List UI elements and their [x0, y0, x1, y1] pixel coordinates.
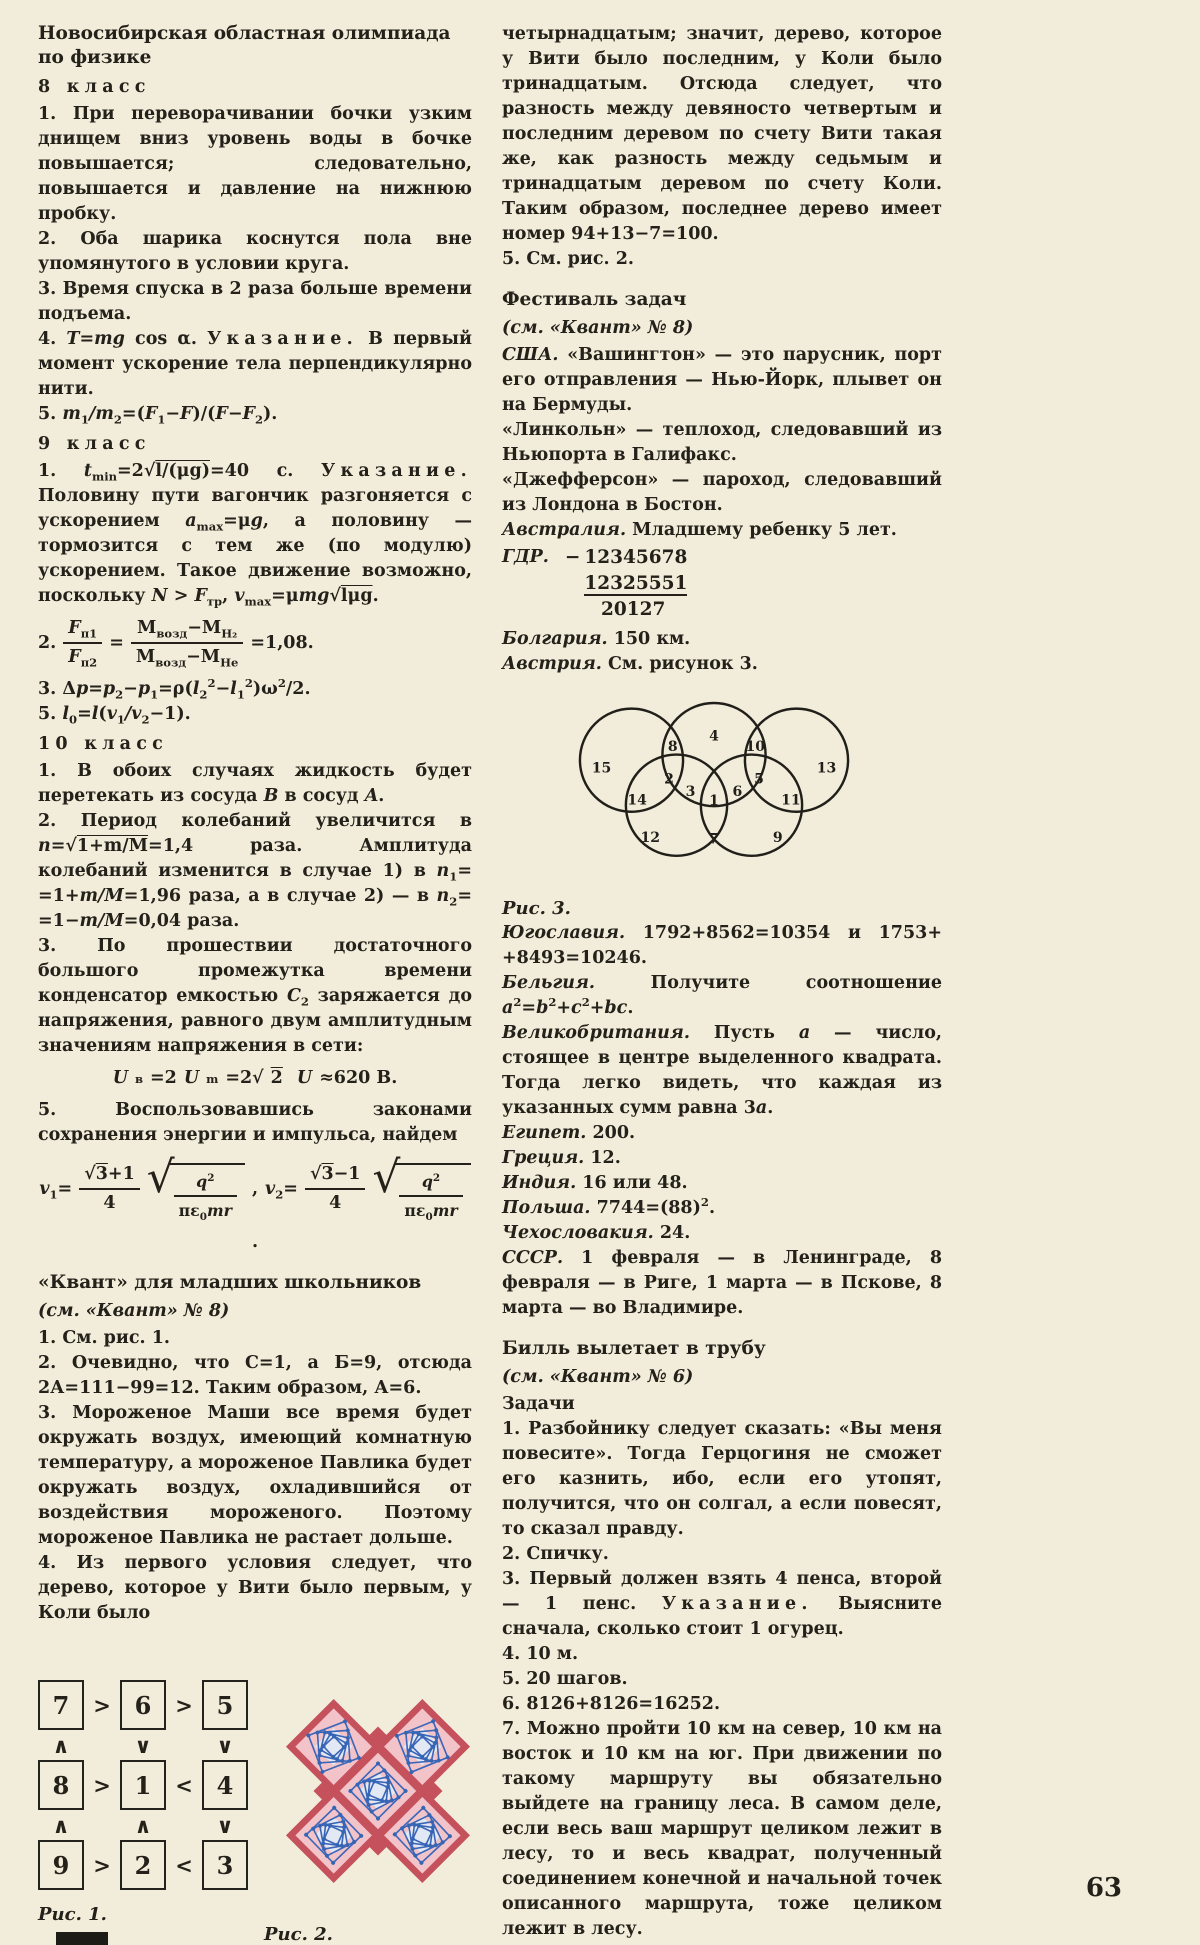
figures-row — [38, 1680, 472, 1945]
fraction-denominator: $\pi\varepsilon_0mr$ — [178, 1201, 232, 1224]
fig1-sign: < — [175, 1852, 193, 1878]
radical — [146, 1152, 245, 1224]
task-answer-7: 7. Можно пройти 10 км на север, 10 км на восток и 10 км на юг. При движении по такому маршруту вы обязательно выйдете на границу леса. В самом деле, если весь ваш маршрут целиком лежит в лесу, то и весь квадрат, полученный соединением конечной и начальной точек описанного маршрута, тоже целиком лежит в лесу. — [502, 1719, 942, 1939]
scan-artifact — [56, 1932, 108, 1945]
task-answer-2: 2. Спичку. — [502, 1544, 609, 1564]
answer-10-3: 3. По прошествии достаточного большого промежутка времени конденсатор емкостью $C_2$ заряжается до напряжения, равного двум амплитудным значениям напряжения в сети: — [38, 936, 472, 1056]
fraction-denominator: 4 — [329, 1193, 342, 1213]
fig3-number: 1 — [709, 793, 719, 810]
answer-gdr — [502, 545, 942, 623]
radical-sign: √ — [372, 1152, 401, 1203]
fig1-sign: > — [175, 1692, 193, 1718]
answer-yugoslavia: Югославия. 1792+8562=10354 и 1753+ +8493=10246. — [502, 923, 942, 968]
answer-india: Индия. 16 или 48. — [502, 1173, 688, 1193]
equals-sign: = — [109, 632, 124, 653]
see-reference: (см. «Квант» № 8) — [38, 1301, 230, 1321]
minus-sign: − — [564, 547, 581, 568]
figure-1-grid — [38, 1680, 248, 1890]
answer-australia: Австралия. Младшему ребенку 5 лет. — [502, 520, 897, 540]
answer-10-5: 5. Воспользовавшись законами сохранения энергии и импульса, найдем — [38, 1100, 472, 1145]
figure-3-caption: Рис. 3. — [502, 898, 571, 919]
answer-czechoslovakia: Чехословакия. 24. — [502, 1223, 691, 1243]
fig1-cell: 3 — [202, 1840, 248, 1890]
see-reference: (см. «Квант» № 8) — [502, 318, 694, 338]
tasks-heading: Задачи — [502, 1394, 575, 1414]
fig3-number: 5 — [754, 771, 764, 788]
fraction-numerator: $М_{возд}-М_{Н_2}$ — [131, 616, 243, 644]
radical — [372, 1152, 470, 1224]
task-answer-5: 5. 20 шагов. — [502, 1669, 628, 1689]
left-column — [38, 22, 472, 1945]
fraction — [79, 1162, 140, 1216]
kvant-answer-1: 1. См. рис. 1. — [38, 1328, 171, 1348]
fig3-number: 14 — [627, 792, 647, 809]
fig1-sign: < — [175, 1772, 193, 1798]
comma: , — [251, 1178, 259, 1199]
velocity-formula — [38, 1152, 472, 1255]
fraction-numerator: √3−1 — [305, 1162, 366, 1190]
fraction — [399, 1169, 462, 1223]
task-answer-3: 3. Первый должен взять 4 пенса, второй — 1 пенс. Указание. Выясните сначала, сколько стоит 1 огурец. — [502, 1569, 942, 1639]
fig3-number: 9 — [772, 829, 783, 846]
fig3-number: 2 — [664, 771, 674, 788]
figure-1-caption: Рис. 1. — [38, 1904, 107, 1925]
answer-8-1: 1. При переворачивании бочки узким днищем вниз уровень воды в бочке повышается; следовательно, повышается и давление на нижнюю пробку. — [38, 104, 472, 224]
fig3-number: 4 — [709, 728, 719, 745]
kvant-answer-5: 5. См. рис. 2. — [502, 249, 635, 269]
fig3-number: 12 — [640, 829, 661, 846]
answer-10-2: 2. Период колебаний увеличится в n=√1+m/M=1,4 раза. Амплитуда колебаний изменится в случае 1) в $n_1= =1+m/M=1,96$ раза, а в случае 2) — в $n_2= =1-m/M=0,04$ раза. — [38, 811, 472, 931]
fig1-cell: 5 — [202, 1680, 248, 1730]
radical-sign: √ — [146, 1152, 175, 1203]
answer-egypt: Египет. 200. — [502, 1123, 636, 1143]
answer-usa-lincoln: «Линкольн» — теплоход, следовавший из Ньюпорта в Галифакс. — [502, 420, 942, 465]
figure-3-circles-diagram — [564, 687, 864, 884]
answer-usa: США. «Вашингтон» — это парусник, порт его отправления — Нью-Йорк, плывет он на Бермуды. — [502, 345, 942, 415]
page-number: 63 — [1085, 1873, 1122, 1903]
answer-uk: Великобритания. Пусть a — число, стоящее в центре выделенного квадрата. Тогда легко видеть, что каждая из указанных сумм равна 3a. — [502, 1023, 942, 1118]
minuend-row — [565, 545, 688, 571]
fig3-number: 15 — [591, 760, 612, 777]
kvant-answer-4-continuation: четырнадцатым; значит, дерево, которое у Вити было последним, у Коли было тринадцатым. Отсюда следует, что разность между девяносто четвертым и последним деревом по счету Вити такая же, как разность между седьмым и тринадцатым деревом по счету Коли. Таким образом, последнее дерево имеет номер 94+13−7=100. — [502, 24, 942, 244]
answer-8-2: 2. Оба шарика коснутся пола вне упомянутого в условии круга. — [38, 229, 472, 274]
fig3-number: 10 — [745, 738, 766, 755]
answer-belgium: Бельгия. Получите соотношение $a^2=b^2+c^2+bc$. — [502, 973, 942, 1018]
kvant-answer-3: 3. Мороженое Маши все время будет окружать воздух, имеющий комнатную температуру, а мороженое Павлика будет окружать воздух, охладившийся от воздействия мороженого. Поэтому мороженое Павлика не растает дольше. — [38, 1403, 472, 1548]
fraction-numerator: $q^2$ — [174, 1169, 237, 1197]
right-column — [502, 22, 942, 1945]
answer-10-1: 1. В обоих случаях жидкость будет перетекать из сосуда B в сосуд A. — [38, 761, 472, 806]
period: . — [251, 1232, 259, 1252]
answer-austria: Австрия. См. рисунок 3. — [502, 654, 758, 674]
fraction — [305, 1162, 366, 1216]
answer-9-2-formula — [38, 616, 472, 670]
figure-3 — [564, 687, 942, 892]
fraction — [131, 616, 243, 670]
fraction-denominator: $М_{возд}-М_{Не}$ — [135, 647, 239, 670]
bill-title: Билль вылетает в трубу — [502, 1338, 766, 1359]
fig1-sign: ∨ — [134, 1732, 152, 1758]
figure-1 — [38, 1680, 248, 1927]
answer-poland: Польша. $7744=(88)^2$. — [502, 1195, 716, 1218]
subtrahend-row — [565, 571, 688, 597]
answer-greece: Греция. 12. — [502, 1148, 621, 1168]
fig1-sign: > — [93, 1852, 111, 1878]
fig3-number: 7 — [709, 831, 719, 848]
voltage-formula: U в =2 U m =2√ 2 U ≈620 В. — [112, 1068, 398, 1088]
radicand — [170, 1163, 245, 1223]
see-reference: (см. «Квант» № 6) — [502, 1367, 694, 1387]
figure-2-caption: Рис. 2. — [264, 1924, 333, 1945]
fig3-number: 11 — [781, 792, 801, 809]
answer-8-3: 3. Время спуска в 2 раза больше времени подъема. — [38, 279, 472, 324]
answer-bulgaria: Болгария. 150 км. — [502, 629, 691, 649]
fig1-cell: 2 — [120, 1840, 166, 1890]
grade-8-heading: 8 класс — [38, 77, 151, 97]
answer-9-3: 3. $\Delta p=p_2-p_1=\rho(l_2^2-l_1^2)\omega^2/2$. — [38, 676, 311, 702]
kvant-answer-2: 2. Очевидно, что С=1, а Б=9, отсюда 2А=111−99=12. Таким образом, А=6. — [38, 1353, 472, 1398]
fig3-number: 8 — [667, 738, 678, 755]
formula-item-number: 2. — [38, 632, 57, 653]
formula-result: =1,08. — [250, 632, 314, 653]
answer-usa-jefferson: «Джефферсон» — пароход, следовавший из Лондона в Бостон. — [502, 470, 942, 515]
fig1-cell: 7 — [38, 1680, 84, 1730]
task-answer-6: 6. 8126+8126=16252. — [502, 1694, 721, 1714]
fraction — [174, 1169, 237, 1223]
answer-9-1: 1. $t_{min}=2√l/(\mu g)=40$ с. Указание. Половину пути вагончик разгоняется с ускорением $a_{max}=\mu g$, а половину — тормозится с тем же (по модулю) ускорением. Такое движение возможно, поскольку $N > F_{тр}$, $v_{max}=\mu mg√l\mu g$. — [38, 461, 472, 609]
kvant-answer-4: 4. Из первого условия следует, что дерево, которое у Вити было первым, у Коли было — [38, 1553, 472, 1623]
olympiad-title: Новосибирская областная олимпиада по физике — [38, 23, 451, 68]
grade-9-heading: 9 класс — [38, 434, 151, 454]
kvant-younger-title: «Квант» для младших школьников — [38, 1272, 422, 1293]
festival-title: Фестиваль задач — [502, 289, 687, 310]
fig1-cell: 8 — [38, 1760, 84, 1810]
answer-8-5: 5. $m_1/m_2=(F_1-F)/(F-F_2)$. — [38, 404, 278, 427]
fraction — [63, 616, 102, 670]
fraction-numerator: √3+1 — [79, 1162, 140, 1190]
subtrahend: 12325551 — [584, 573, 688, 594]
fig1-sign: ∧ — [52, 1812, 70, 1838]
fig1-cell: 1 — [120, 1760, 166, 1810]
v1-lhs: $v_1=$ — [39, 1178, 73, 1201]
answer-ussr: СССР. 1 февраля — в Ленинграде, 8 февраля — в Риге, 1 марта — в Пскове, 8 марта — во Владимире. — [502, 1248, 942, 1318]
fig1-sign: ∨ — [216, 1812, 234, 1838]
task-answer-1: 1. Разбойнику следует сказать: «Вы меня повесите». Тогда Герцогиня не сможет его казнить, ибо, если его утопят, получится, что он солгал, а если повесят, то сказал правду. — [502, 1419, 942, 1539]
fraction-numerator: $q^2$ — [399, 1169, 462, 1197]
fig3-number: 3 — [685, 783, 696, 800]
fig3-number: 6 — [732, 783, 743, 800]
fig3-number: 13 — [816, 760, 837, 777]
fig1-cell: 9 — [38, 1840, 84, 1890]
fraction-denominator: 4 — [103, 1193, 116, 1213]
difference: 20127 — [601, 599, 666, 620]
grade-10-heading: 10 класс — [38, 734, 169, 754]
fig1-sign: ∧ — [52, 1732, 70, 1758]
fig1-sign: ∨ — [216, 1732, 234, 1758]
answer-8-4: 4. T=mg cos α. Указание. В первый момент ускорение тела перпендикулярно нити. — [38, 329, 472, 399]
fig1-cell: 6 — [120, 1680, 166, 1730]
fraction-denominator: $F_{п2}$ — [68, 647, 98, 670]
radicand — [395, 1163, 470, 1223]
fig1-sign: > — [93, 1692, 111, 1718]
v2-lhs: $v_2=$ — [265, 1178, 298, 1201]
country-label: ГДР. — [502, 547, 549, 567]
minuend: 12345678 — [584, 547, 688, 568]
figure-2-quilt-image — [264, 1680, 492, 1902]
fig1-cell: 4 — [202, 1760, 248, 1810]
gdr-subtraction-stack — [565, 545, 688, 623]
fig1-sign: > — [93, 1772, 111, 1798]
answer-9-5: 5. $l_0=l(v_1/v_2-1)$. — [38, 704, 191, 727]
task-answer-4: 4. 10 м. — [502, 1644, 579, 1664]
fraction-numerator: $F_{п1}$ — [63, 616, 102, 644]
fraction-denominator: $\pi\varepsilon_0mr$ — [404, 1201, 458, 1224]
fig1-sign: ∧ — [134, 1812, 152, 1838]
figure-2 — [264, 1680, 492, 1945]
